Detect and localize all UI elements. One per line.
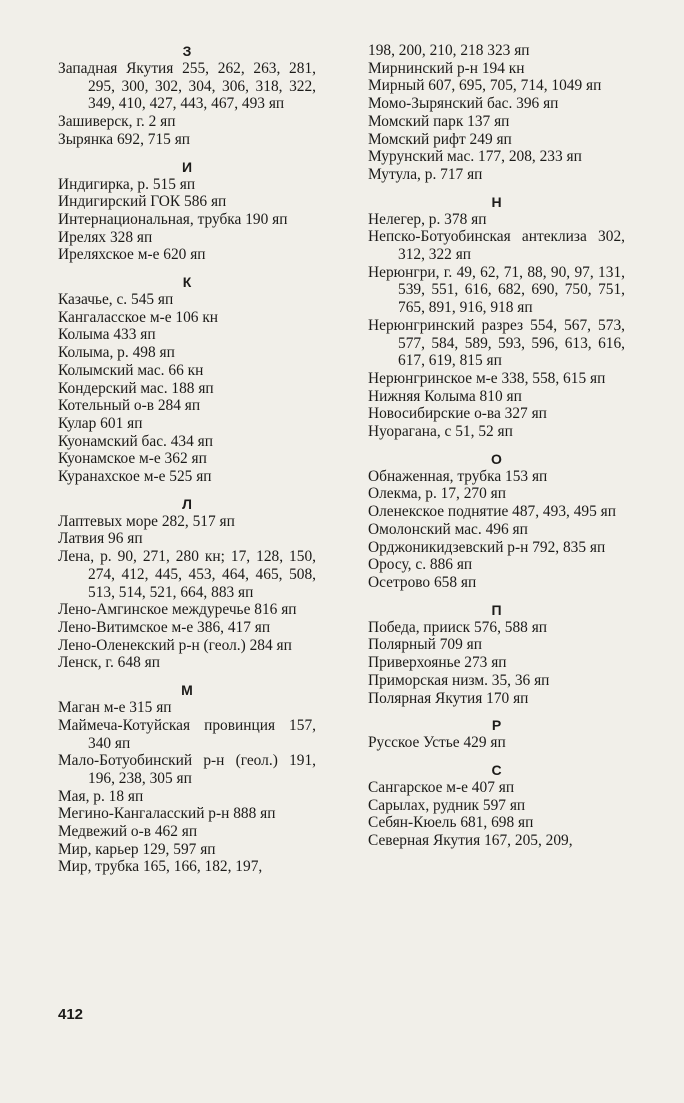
section-gap	[58, 672, 316, 681]
index-entry: Момо-Зырянский бас. 396 яп	[368, 95, 559, 113]
index-entry: Мурунский мас. 177, 208, 233 яп	[368, 148, 582, 166]
index-entry: Непско-Ботуобинская антеклиза 302, 312, 322 яп	[368, 228, 625, 264]
index-entry: Нижняя Колыма 810 яп	[368, 387, 522, 405]
section-gap	[58, 149, 316, 158]
index-entry: Сангарское м-е 407 яп	[368, 778, 515, 796]
index-entry: Кондерский мас. 188 яп	[58, 379, 214, 397]
index-entry: Мало-Ботуобинский р-н (геол.) 191, 196, 238, 305 яп	[58, 752, 316, 787]
index-entry: Себян-Кюель 681, 698 яп	[368, 814, 534, 832]
index-entry: Латвия 96 яп	[58, 530, 143, 548]
index-entry: Лено-Оленекский р-н (геол.) 284 яп	[58, 636, 292, 654]
index-entry: Куонамское м-е 362 яп	[58, 450, 207, 468]
section-gap	[368, 184, 625, 193]
index-entry: Нерюнгринский разрез 554, 567, 573, 577, 584, 589, 593, 596, 613, 616, 617, 619, 815 яп	[368, 316, 625, 370]
index-entry: Омолонский мас. 496 яп	[368, 520, 528, 538]
index-entry: Зашиверск, г. 2 яп	[58, 113, 176, 131]
section-letter: Л	[182, 495, 192, 512]
section-letter: К	[182, 274, 192, 291]
index-entry: Кангаласское м-е 106 кн	[58, 308, 219, 326]
index-entry: Победа, прииск 576, 588 яп	[368, 618, 548, 636]
index-column-left	[58, 42, 316, 876]
section-letter: П	[491, 601, 502, 618]
section-letter: И	[181, 158, 193, 175]
section-letter: М	[181, 682, 193, 699]
index-entry: Мирный 607, 695, 705, 714, 1049 яп	[368, 77, 602, 95]
index-entry: Лено-Амгинское междуречье 816 яп	[58, 601, 297, 619]
section-letter: О	[491, 450, 502, 467]
index-entry: Лено-Витимское м-е 386, 417 яп	[58, 618, 271, 636]
index-entry: Лена, р. 90, 271, 280 кн; 17, 128, 150, 274, 412, 445, 453, 464, 465, 508, 513, 514, 521, 664, 883 яп	[58, 548, 316, 601]
index-entry: Оленекское поднятие 487, 493, 495 яп	[368, 503, 616, 521]
index-entry: Мутула, р. 717 яп	[368, 165, 483, 183]
index-entry: Кулар 601 яп	[58, 414, 143, 432]
index-entry: Приверхоянье 273 яп	[368, 654, 507, 672]
section-gap	[368, 707, 625, 716]
index-entry: Лаптевых море 282, 517 яп	[58, 512, 235, 530]
index-entry: Нерюнгри, г. 49, 62, 71, 88, 90, 97, 131, 539, 551, 616, 682, 690, 750, 751, 765, 891, 916, 918 яп	[368, 263, 625, 317]
index-entry: Ленск, г. 648 яп	[58, 654, 160, 672]
section-letter: С	[491, 761, 502, 778]
index-entry: Момский рифт 249 яп	[368, 130, 512, 148]
index-entry: Куонамский бас. 434 яп	[58, 432, 213, 450]
section-letter: З	[182, 43, 192, 59]
index-entry: Зырянка 692, 715 яп	[58, 130, 191, 148]
index-entry: Оросу, с. 886 яп	[368, 556, 473, 574]
index-entry: Новосибирские о-ва 327 яп	[368, 405, 547, 423]
index-entry: Приморская низм. 35, 36 яп	[368, 671, 550, 689]
section-letter: Р	[491, 717, 502, 734]
index-entry: Медвежий о-в 462 яп	[58, 823, 198, 841]
index-entry: Куранахское м-е 525 яп	[58, 468, 212, 486]
index-entry: Северная Якутия 167, 205, 209,	[368, 832, 573, 850]
index-entry: Иреляхское м-е 620 яп	[58, 246, 206, 264]
index-entry: Орджоникидзевский р-н 792, 835 яп	[368, 538, 606, 556]
index-entry: Мир, карьер 129, 597 яп	[58, 840, 216, 858]
index-entry: Олекма, р. 17, 270 яп	[368, 485, 506, 503]
page-number: 412	[58, 1006, 84, 1023]
index-entry: Маймеча-Котуйская провинция 157, 340 яп	[58, 716, 316, 752]
index-entry: Котельный о-в 284 яп	[58, 397, 201, 415]
index-entry: Колыма 433 яп	[58, 326, 156, 344]
index-entry: Полярная Якутия 170 яп	[368, 689, 529, 707]
section-gap	[368, 752, 625, 761]
index-column-right	[368, 42, 625, 850]
index-entry: Момский парк 137 яп	[368, 112, 510, 130]
section-gap	[58, 264, 316, 273]
index-entry: Мая, р. 18 яп	[58, 787, 144, 805]
index-entry: Индигирский ГОК 586 яп	[58, 193, 227, 211]
index-entry: Маган м-е 315 яп	[58, 699, 172, 717]
index-entry: Мирнинский р-н 194 кн	[368, 59, 525, 77]
index-entry: Нерюнгринское м-е 338, 558, 615 яп	[368, 369, 606, 387]
index-entry: Колыма, р. 498 яп	[58, 344, 175, 362]
index-entry: Западная Якутия 255, 262, 263, 281, 295, 300, 302, 304, 306, 318, 322, 349, 410, 427, 443, 467, 493 яп	[58, 60, 316, 113]
index-entry: Русское Устье 429 яп	[368, 734, 506, 752]
index-entry: Нелегер, р. 378 яп	[368, 210, 487, 228]
index-entry: Нуорагана, с 51, 52 яп	[368, 423, 513, 441]
index-entry-continued: 198, 200, 210, 218 323 яп	[368, 42, 530, 59]
section-gap	[368, 441, 625, 450]
index-entry: Колымский мас. 66 кн	[58, 361, 204, 379]
index-entry: Мир, трубка 165, 166, 182, 197,	[58, 858, 263, 876]
index-entry: Ирелях 328 яп	[58, 228, 153, 246]
index-entry: Индигирка, р. 515 яп	[58, 175, 196, 193]
index-entry: Обнаженная, трубка 153 яп	[368, 467, 548, 485]
index-entry: Осетрово 658 яп	[368, 573, 477, 591]
section-letter: Н	[491, 193, 502, 210]
section-gap	[368, 592, 625, 601]
index-entry: Интернациональная, трубка 190 яп	[58, 210, 288, 228]
index-entry: Мегино-Кангаласский р-н 888 яп	[58, 805, 276, 823]
section-gap	[58, 486, 316, 495]
index-entry: Полярный 709 яп	[368, 636, 482, 654]
index-entry: Казачье, с. 545 яп	[58, 291, 174, 309]
index-entry: Сарылах, рудник 597 яп	[368, 796, 526, 814]
